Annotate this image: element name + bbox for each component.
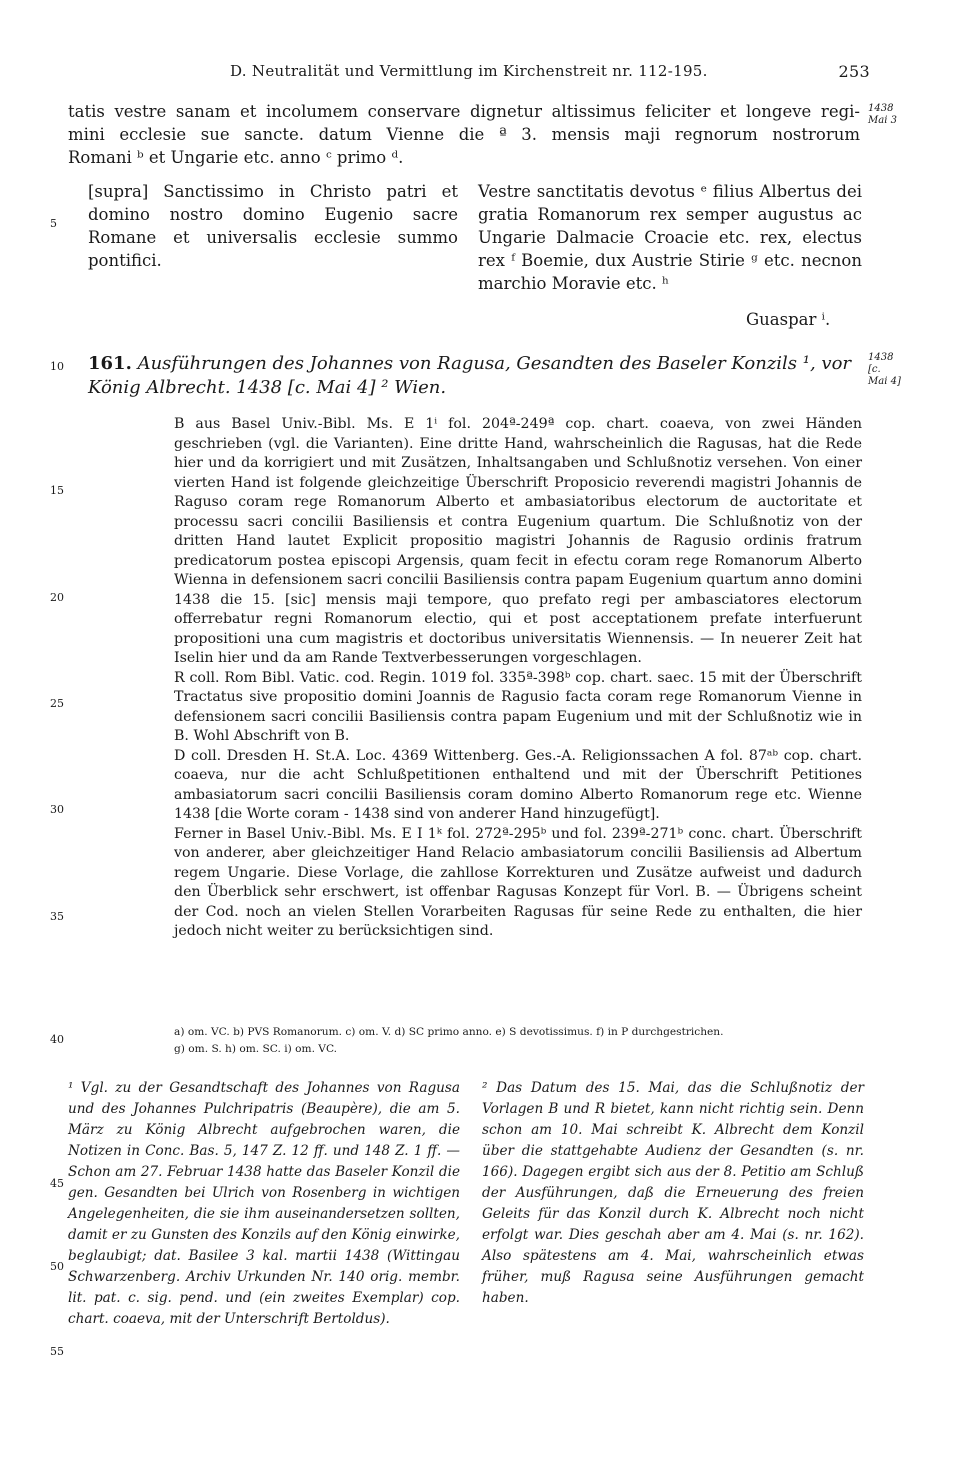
letter-closing bbox=[68, 100, 860, 169]
document-title: Ausführungen des Johannes von Ragusa, Gesandten des Baseler Konzils ¹, vor König Albrecht. 1438 [c. Mai 4] ² Wien. bbox=[88, 353, 852, 398]
apparatus-entry: B aus Basel Univ.-Bibl. Ms. E 1ⁱ fol. 204ª-249ª cop. chart. coaeva, von zwei Händen geschrieben (vgl. die Varianten). Eine dritte Hand, wahrscheinlich die Ragusas, hat die Rede hier und da korrigiert und mit Zusätzen, Inhaltsangaben und Schlußnotiz versehen. Von einer vierten Hand ist folgende gleichzeitige Überschrift Proposicio reverendi magistri Johannis de Raguso coram rege Romanorum Alberto et ambasiatoribus electorum de auctoritate et processu sacri concilii Basiliensis et contra Eugenium quartum. Die Schlußnotiz von der dritten Hand lautet Explicit propositio magistri Johannis de Ragusio ordinis fratrum predicatorum postea episcopi Argensis, quam fecit in efectu coram rege Romanorum Alberto Wienna in defensionem sacri concilii Basiliensis contra papam Eugenium quartum anno domini 1438 die 15. [sic] mensis maji tempore, quo prefato regi per ambasciatores electorum offerrebatur regni Romanorum electio, qui et post acceptationem prefate interfuerunt propositioni una cum magistris et doctoribus universitatis Wiennensis. — In neuerer Zeit hat Iselin hier und da am Rande Textverbesserungen vorgeschlagen. bbox=[174, 416, 862, 666]
letter-address: [supra] Sanctissimo in Christo patri et domino nostro domino Eugenio sacre Romane et universalis ecclesie summo pontifici. bbox=[88, 182, 458, 270]
running-header bbox=[230, 62, 870, 80]
document-heading bbox=[88, 352, 860, 400]
apparatus-entry: Ferner in Basel Univ.-Bibl. Ms. E I 1ᵏ fol. 272ª-295ᵇ und fol. 239ª-271ᵇ conc. chart. Überschrift von anderer, aber gleichzeitiger Hand Relacio ambasiatorum concilii Basiliensis ad Albertum regem Ungarie. Diese Vorlage, die zahllose Korrekturen und Zusätze aufweist und dadurch den Überblick sehr erschwert, ist offenbar Ragusas Konzept für Vorl. B. — Übrigens scheint der Cod. noch an vielen Stellen Vorarbeiten Ragusas für seine Rede zu enthalten, die hier jedoch nicht weiter zu berücksichtigen sind. bbox=[174, 825, 862, 939]
line-number: 25 bbox=[50, 697, 64, 710]
apparatus-entry: D coll. Dresden H. St.A. Loc. 4369 Wittenberg. Ges.-A. Religionssachen A fol. 87ᵃᵇ cop. chart. coaeva, nur die acht Schlußpetitionen enthaltend und mit der Überschrift Petitiones ambasiatorum sacri concilii Basiliensis coram domino Alberto Romanorum rege etc. Wienne 1438 [die Worte coram - 1438 sind von anderer Hand hinzugefügt]. bbox=[174, 747, 862, 822]
text-line: mini ecclesie sue sancte. datum Vienne die ª 3. mensis maji regnorum nostrorum bbox=[68, 125, 860, 144]
line-number: 30 bbox=[50, 803, 64, 816]
line-number: 10 bbox=[50, 360, 64, 373]
variant-line: g) om. S. h) om. SC. i) om. VC. bbox=[174, 1043, 338, 1055]
apparatus-entry: R coll. Rom Bibl. Vatic. cod. Regin. 1019 fol. 335ª-398ᵇ cop. chart. saec. 15 mit der Überschrift Tractatus sive propositio domini Joannis de Ragusio facta coram rege Romanorum Vienne in defensionem sacri concilii Basiliensis contra papam Eugenium und mit der Schlußnotiz wie in B. Wohl Abschrift von B. bbox=[174, 669, 862, 744]
line-number: 20 bbox=[50, 591, 64, 604]
page-number: 253 bbox=[838, 62, 870, 81]
line-number: 55 bbox=[50, 1345, 64, 1358]
margin-date-note-2: 1438 [c. Mai 4] bbox=[868, 352, 901, 387]
line-number: 50 bbox=[50, 1260, 64, 1273]
text-line: tatis vestre sanam et incolumem conservare dignetur altissimus feliciter et longeve regi- bbox=[68, 102, 860, 121]
letter-signature: Guaspar ⁱ. bbox=[746, 310, 831, 329]
document-number: 161. bbox=[88, 353, 132, 374]
letter-salutation: Vestre sanctitatis devotus ᵉ filius Albertus dei gratia Romanorum rex semper augustus ac Ungarie Dalmacie Croacie etc. rex, electus rex ᶠ Boemie, dux Austrie Stirie ᵍ etc. necnon marchio Moravie etc. ʰ bbox=[478, 182, 862, 293]
footnote-2: ² Das Datum des 15. Mai, das die Schlußnotiz der Vorlagen B und R bietet, kann nicht richtig sein. Denn schon am 10. Mai schreibt K. Albrecht dem Konzil über die stattgehabte Audienz der Gesandten (s. nr. 166). Dagegen ergibt sich aus der 8. Petitio am Schluß der Ausführungen, daß die Erneuerung des freien Geleits für das Konzil durch K. Albrecht noch nicht erfolgt war. Dies geschah aber am 4. Mai (s. nr. 162). Also spätestens am 4. Mai, wahrscheinlich etwas früher, muß Ragusa seine Ausführungen gemacht haben. bbox=[482, 1080, 864, 1306]
margin-date-note-1: 1438 Mai 3 bbox=[868, 103, 897, 126]
running-title: D. Neutralität und Vermittlung im Kirchenstreit nr. 112-195. bbox=[230, 62, 708, 80]
text-line: Romani ᵇ et Ungarie etc. anno ᶜ primo ᵈ. bbox=[68, 148, 404, 167]
line-number: 15 bbox=[50, 484, 64, 497]
textual-variants bbox=[174, 1024, 864, 1058]
line-number: 45 bbox=[50, 1177, 64, 1190]
manuscript-apparatus bbox=[174, 415, 862, 942]
variant-line: a) om. VC. b) PVS Romanorum. c) om. V. d) SC primo anno. e) S devotissimus. f) in P durchgestrichen. bbox=[174, 1026, 724, 1038]
line-number: 5 bbox=[50, 217, 57, 230]
line-number: 40 bbox=[50, 1033, 64, 1046]
line-number: 35 bbox=[50, 910, 64, 923]
footnote-1: ¹ Vgl. zu der Gesandtschaft des Johannes von Ragusa und des Johannes Pulchripatris (Beaupère), die am 5. März zu König Albrecht aufgebrochen waren, die Notizen in Conc. Bas. 5, 147 Z. 12 ff. und 148 Z. 1 ff. — Schon am 27. Februar 1438 hatte das Baseler Konzil die gen. Gesandten bei Ulrich von Rosenberg in wichtigen Angelegenheiten, die sie ihm auseinandersetzen sollten, damit er zu Gunsten des Konzils auf den König einwirke, beglaubigt; dat. Basilee 3 kal. martii 1438 (Wittingau Schwarzenberg. Archiv Urkunden Nr. 140 orig. membr. lit. pat. c. sig. pend. und (ein zweites Exemplar) cop. chart. coaeva, mit der Unterschrift Bertoldus). bbox=[68, 1080, 460, 1327]
